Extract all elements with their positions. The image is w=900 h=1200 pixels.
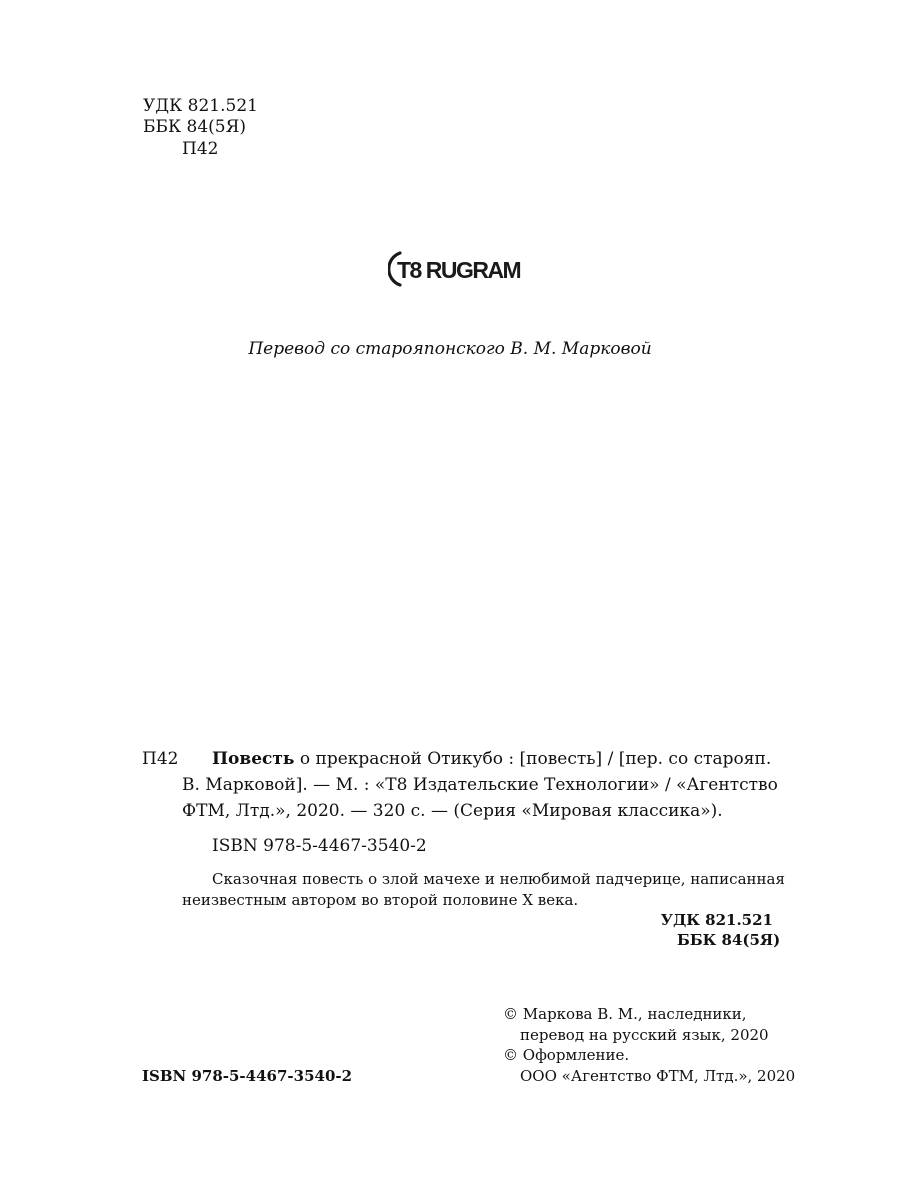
copyright-design-detail: ООО «Агентство ФТМ, Лтд.», 2020 (520, 1067, 796, 1085)
publisher-logo (388, 247, 528, 289)
author-sign-code: П42 (182, 139, 219, 159)
bbk-code: ББК 84(5Я) (143, 117, 246, 137)
entry-title: Повесть (212, 749, 295, 769)
copyright-translation-detail: перевод на русский язык, 2020 (520, 1026, 769, 1044)
annotation-line-1: Сказочная повесть о злой мачехе и нелюбимой падчерице, написанная (212, 870, 785, 888)
rugram-logo-icon (388, 247, 528, 289)
udk-code: УДК 821.521 (143, 96, 258, 116)
svg-text:T8 RUGRAM: T8 RUGRAM (397, 257, 521, 283)
entry-isbn: ISBN 978-5-4467-3540-2 (212, 836, 427, 856)
entry-line-1 (212, 748, 771, 771)
entry-line-3: ФТМ, Лтд.», 2020. — 320 с. — (Серия «Мировая классика»). (182, 801, 723, 821)
entry-line-2: В. Марковой]. — М. : «Т8 Издательские Технологии» / «Агентство (182, 775, 778, 795)
annotation-line-2: неизвестным автором во второй половине X века. (182, 891, 579, 909)
entry-code: П42 (142, 749, 179, 769)
entry-line-1-rest: о прекрасной Отикубо : [повесть] / [пер. со старояп. (294, 749, 772, 769)
bottom-isbn: ISBN 978-5-4467-3540-2 (142, 1067, 353, 1085)
entry-bbk: ББК 84(5Я) (677, 931, 781, 949)
copyright-translation: © Маркова В. М., наследники, (503, 1005, 747, 1023)
translation-note: Перевод со староя​понского В. М. Марковой (248, 339, 652, 359)
entry-udk: УДК 821.521 (660, 911, 773, 929)
copyright-design: © Оформление. (503, 1046, 630, 1064)
